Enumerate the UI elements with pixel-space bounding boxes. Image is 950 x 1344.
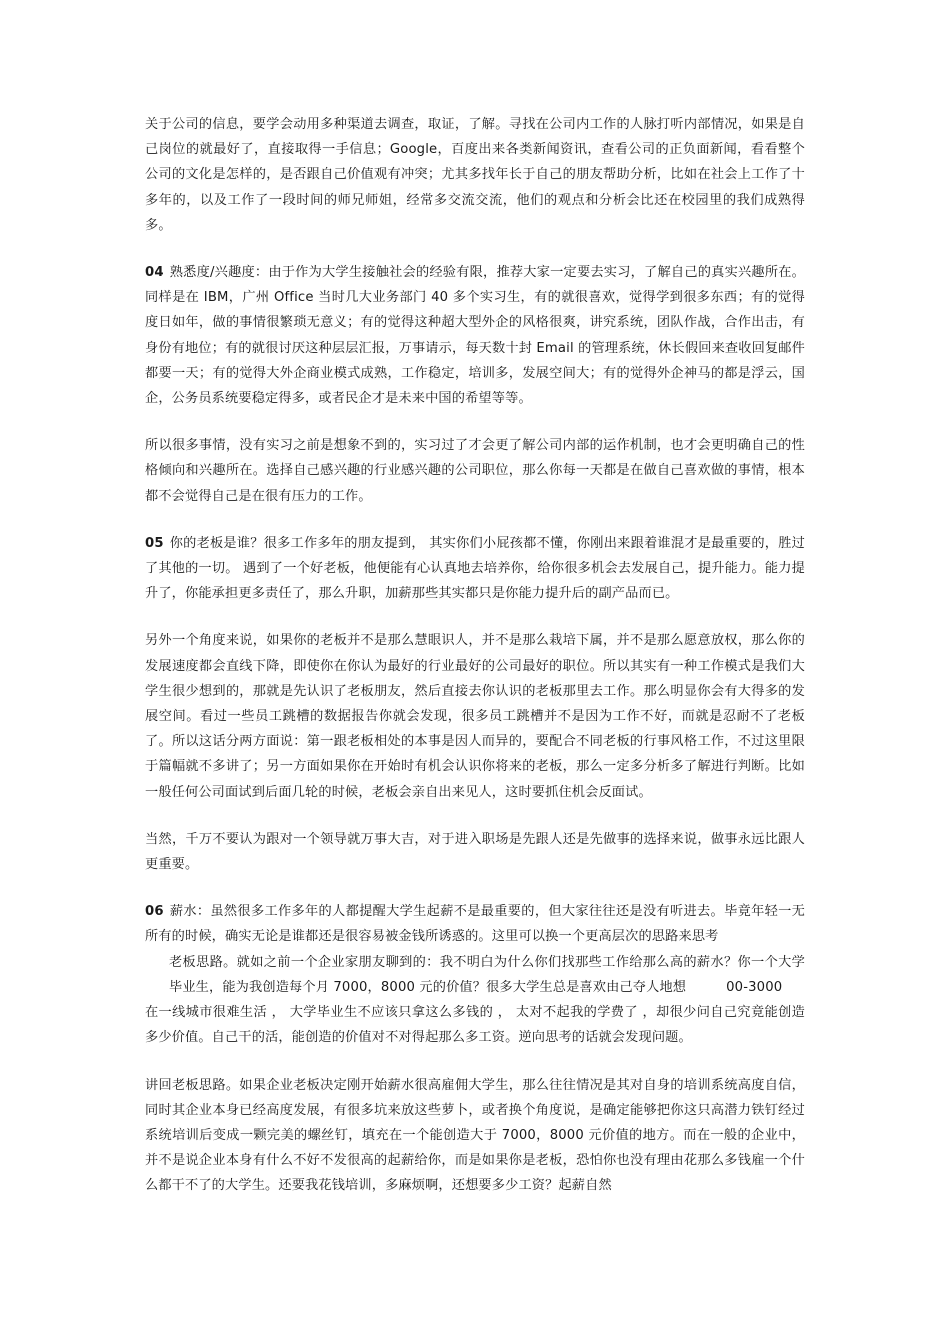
paragraph-boss-angle: 另外一个角度来说，如果你的老板并不是那么慧眼识人，并不是那么栽培下属，并不是那么愿意放权，那么你的发展速度都会直线下降，即使你在你认为最好的行业最好的公司最好的职位。所以其实有一种工作模式是我们大学生很少想到的，那就是先认识了老板朋友，然后直接去你认识的老板那里去工作。那么明显你会有大得多的发展空间。看过一些员工跳槽的数据报告你就会发现，很多员工跳槽并不是因为工作不好，而就是忍耐不了老板了。所以这话分两方面说：第一跟老板相处的本事是因人而异的，要配合不同老板的行事风格工作，不过这里限于篇幅就不多讲了；另一方面如果你在开始时有机会认识你将来的老板，那么一定多分析多了解进行判断。比如一般任何公司面试到后面几轮的时候，老板会亲自出来见人，这时要抓住机会反面试。 [145, 633, 805, 800]
paragraph-follow-leader: 当然，千万不要认为跟对一个领导就万事大吉，对于进入职场是先跟人还是先做事的选择来说，做事永远比跟人更重要。 [145, 831, 805, 873]
paragraph-04-interest: 04 熟悉度/兴趣度：由于作为大学生接触社会的经验有限，推荐大家一定要去实习，了解自己的真实兴趣所在。同样是在 IBM，广州 Office 当时几大业务部门 40 多个实习生，有的就很喜欢，觉得学到很多东西；有的觉得度日如年，做的事情很繁琐无意义；有的觉得这种超大型外企的风格很爽，讲究系统，团队作战，合作出击，有身份有地位；有的就很讨厌这种层层汇报，万事请示，每天数十封 Email 的管理系统，休长假回来查收回复邮件都要一天；有的觉得大外企商业模式成熟，工作稳定，培训多，发展空间大；有的觉得外企神马的都是浮云，国企，公务员系统要稳定得多，或者民企才是未来中国的希望等等。 [145, 265, 805, 407]
paragraph-company-info: 关于公司的信息，要学会动用多种渠道去调查，取证，了解。寻找在公司内工作的人脉打听内部情况，如果是自己岗位的就最好了，直接取得一手信息；Google，百度出来各类新闻资讯，查看公司的正负面新闻，看看整个公司的文化是怎样的，是否跟自己价值观有冲突；尤其多找年长于自己的朋友帮助分析，比如在社会上工作了十多年的，以及工作了一段时间的师兄师姐，经常多交流交流，他们的观点和分析会比还在校园里的我们成熟得多。 [145, 117, 805, 233]
paragraph-internship: 所以很多事情，没有实习之前是想象不到的，实习过了才会更了解公司内部的运作机制，也才会更明确自己的性格倾向和兴趣所在。选择自己感兴趣的行业感兴趣的公司职位，那么你每一天都是在做自己喜欢做的事情，根本都不会觉得自己是在很有压力的工作。 [145, 438, 805, 504]
document-page [145, 112, 805, 1221]
section-number: 06 [145, 904, 164, 920]
paragraph-06-salary: 06 薪水：虽然很多工作多年的人都提醒大学生起薪不是最重要的，但大家往往还是没有听进去。毕竟年轻一无所有的时候，确实无论是谁都还是很容易被金钱所诱惑的。这里可以换一个更高层次的思路来思考 老板思路。就如之前一个企业家朋友聊到的：我不明白为什么你们找那些工作给那么高的薪水？你一个大学毕业生，能为我创造每个月 7000，8000 元的价值？很多大学生总是喜欢由己夺人地想 00‐3000 在一线城市很难生活 ， 大学毕业生不应该只拿这么多钱的 ， 太对不起我的学费了 ，却很少问自己究竟能创造多少价值。自己干的活，能创造的价值对不对得起那么多工资。逆向思考的话就会发现问题。 [145, 904, 805, 1046]
section-number: 05 [145, 535, 164, 551]
paragraph-05-boss: 05 你的老板是谁？很多工作多年的朋友提到， 其实你们小屁孩都不懂，你刚出来跟着谁混才是最重要的，胜过了其他的一切。 遇到了一个好老板，他便能有心认真地去培养你，给你很多机会去发展自己，提升能力。能力提升了，你能承担更多责任了，那么升职，加薪那些其实都只是你能力提升后的副产品而已。 [145, 535, 805, 602]
section-number: 04 [145, 265, 164, 281]
paragraph-boss-thinking: 讲回老板思路。如果企业老板决定刚开始薪水很高雇佣大学生，那么往往情况是其对自身的培训系统高度自信，同时其企业本身已经高度发展，有很多坑来放这些萝卜，或者换个角度说，是确定能够把你这只高潜力铁钉经过系统培训后变成一颗完美的螺丝钉，填充在一个能创造大于 7000，8000 元价值的地方。而在一般的企业中，并不是说企业本身有什么不好不发很高的起薪给你，而是如果你是老板，恐怕你也没有理由花那么多钱雇一个什么都干不了的大学生。还要我花钱培训，多麻烦啊，还想要多少工资？起薪自然 [145, 1077, 805, 1194]
